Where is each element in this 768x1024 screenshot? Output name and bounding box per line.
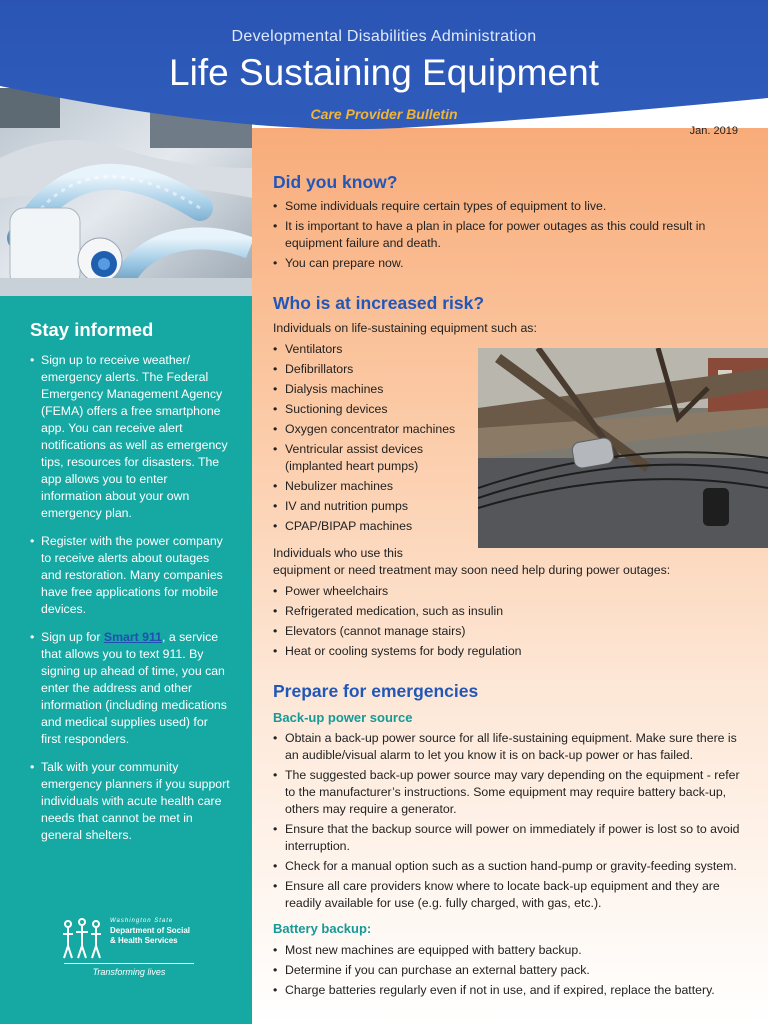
logo-dept-line2: & Health Services <box>110 936 178 945</box>
logo-tagline: Transforming lives <box>92 967 166 977</box>
sidebar-title: Stay informed <box>30 319 154 340</box>
risk-intro2-line1: Individuals who use this <box>273 546 403 560</box>
dshs-logo <box>60 918 200 988</box>
list-item: • Defibrillators <box>273 361 473 378</box>
list-item: • CPAP/BIPAP machines <box>273 518 473 535</box>
list-item: • Ensure that the backup source will power on immediately if power is lost so to avoid interruption. <box>273 821 743 855</box>
list-item: • You can prepare now. <box>273 255 743 272</box>
page-subtitle: Care Provider Bulletin <box>310 106 458 122</box>
sidebar-item: • Register with the power company to receive alerts about outages and restoration. Many companies have free applications for mobile devices. <box>30 533 230 618</box>
list-item: • Ensure all care providers know where to locate back-up equipment and they are readily available for use (e.g. fully charged, with gas, etc.). <box>273 878 743 912</box>
did-you-know-heading: Did you know? <box>273 172 398 192</box>
list-item: • Heat or cooling systems for body regulation <box>273 643 743 660</box>
stay-informed-sidebar <box>0 296 252 1024</box>
agency-name: Developmental Disabilities Administration <box>231 28 537 45</box>
sidebar-item: • Talk with your community emergency planners if you support individuals with acute health care needs that cannot be met in general shelters. <box>30 759 230 844</box>
smart-911-link[interactable]: Smart 911 <box>103 630 163 644</box>
did-you-know-list <box>273 198 743 275</box>
risk-heading: Who is at increased risk? <box>273 293 485 313</box>
list-item: • Elevators (cannot manage stairs) <box>273 623 743 640</box>
logo-divider <box>64 963 194 964</box>
list-item: • Ventilators <box>273 341 473 358</box>
list-item: • Dialysis machines <box>273 381 473 398</box>
logo-state: Washington State <box>110 918 174 924</box>
logo-dept-line1: Department of Social <box>110 926 191 935</box>
equipment-list <box>273 341 473 538</box>
sidebar-item-text: Sign up for <box>41 630 104 644</box>
list-item: • Refrigerated medication, such as insulin <box>273 603 743 620</box>
backup-power-list <box>273 730 743 915</box>
people-logo-icon <box>60 918 104 960</box>
risk-intro2-line2: equipment or need treatment may soon need help during power outages: <box>273 563 671 577</box>
page-title: Life Sustaining Equipment <box>169 52 599 93</box>
sidebar-item: • Sign up to receive weather/ emergency alerts. The Federal Emergency Management Agency (FEMA) offers a free smartphone app. You can receive alert notifications as well as emergency tips, resources for disasters. The app allows you to enter information about your own emergency plan. <box>30 352 230 522</box>
issue-date: Jan. 2019 <box>689 125 738 137</box>
list-item: • Ventricular assist devices (implanted heart pumps) <box>273 441 473 475</box>
list-item: • Obtain a back-up power source for all life-sustaining equipment. Make sure there is an audible/visual alarm to let you know it is on back-up power or has failed. <box>273 730 743 764</box>
list-item: • Oxygen concentrator machines <box>273 421 473 438</box>
list-item: • Check for a manual option such as a suction hand-pump or gravity-feeding system. <box>273 858 743 875</box>
list-item: • Charge batteries regularly even if not in use, and if expired, replace the battery. <box>273 982 753 999</box>
sidebar-list <box>30 352 230 855</box>
list-item: • Most new machines are equipped with battery backup. <box>273 942 753 959</box>
list-item: • Nebulizer machines <box>273 478 473 495</box>
backup-power-subheading: Back-up power source <box>273 710 413 725</box>
power-needs-list <box>273 583 743 663</box>
risk-intro: Individuals on life-sustaining equipment such as: <box>273 321 537 335</box>
list-item: • It is important to have a plan in place for power outages as this could result in equipment failure and death. <box>273 218 743 252</box>
battery-backup-subheading: Battery backup: <box>273 921 372 936</box>
list-item: • Suctioning devices <box>273 401 473 418</box>
list-item: • IV and nutrition pumps <box>273 498 473 515</box>
sidebar-item <box>30 629 230 748</box>
list-item: • The suggested back-up power source may vary depending on the equipment - refer to the manufacturer’s instructions. Some equipment may require battery back-up, others may require a generator. <box>273 767 743 818</box>
list-item: • Some individuals require certain types of equipment to live. <box>273 198 743 215</box>
prepare-heading: Prepare for emergencies <box>273 681 479 701</box>
list-item: • Determine if you can purchase an external battery pack. <box>273 962 753 979</box>
storm-damage-photo <box>478 348 768 548</box>
battery-backup-list <box>273 942 753 1002</box>
sidebar-item-text: , a service that allows you to text 911. By signing up ahead of time, you can enter the address and other information (including medications and medical supplies used) for first responders. <box>41 630 227 746</box>
list-item: • Power wheelchairs <box>273 583 743 600</box>
